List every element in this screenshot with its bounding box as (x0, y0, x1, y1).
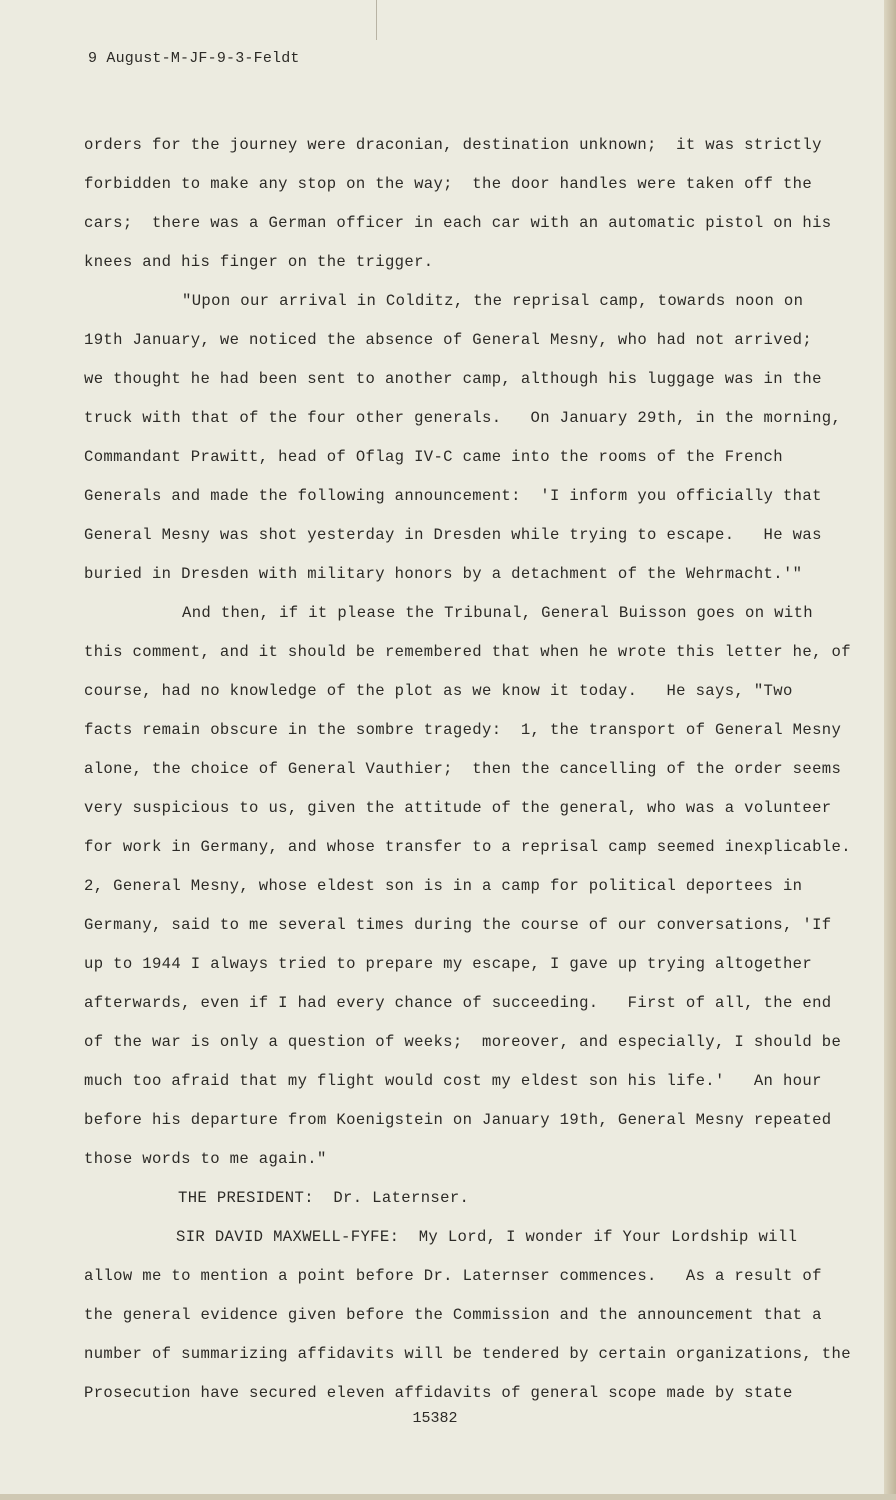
text-line: forbidden to make any stop on the way; the door handles were taken off the (84, 175, 813, 193)
text-line: those words to me again." (84, 1150, 327, 1168)
transcript-body (84, 126, 851, 1413)
paragraph-2-quote (84, 282, 844, 594)
page-edge-right (884, 0, 896, 1500)
text-line: allow me to mention a point before Dr. Laternser commences. As a result of (84, 1267, 822, 1285)
text-line: we thought he had been sent to another camp, although his luggage was in the (84, 370, 822, 388)
text-line: orders for the journey were draconian, destination unknown; it was strictly (84, 136, 822, 154)
page-edge-bottom (0, 1494, 896, 1500)
text-line: this comment, and it should be remembered that when he wrote this letter he, of (84, 643, 851, 661)
text-line: facts remain obscure in the sombre tragedy: 1, the transport of General Mesny (84, 721, 842, 739)
text-line: "Upon our arrival in Colditz, the reprisal camp, towards noon on (182, 292, 804, 310)
text-line: And then, if it please the Tribunal, General Buisson goes on with (182, 604, 814, 622)
text-line: of the war is only a question of weeks; moreover, and especially, I should be (84, 1033, 842, 1051)
text-line: Generals and made the following announcement: 'I inform you officially that (84, 487, 822, 505)
paragraph-1 (84, 126, 844, 282)
text-line: for work in Germany, and whose transfer to a reprisal camp seemed inexplicable. (84, 838, 851, 856)
text-line: buried in Dresden with military honors by a detachment of the Wehrmacht.'" (84, 565, 803, 583)
speaker-line: THE PRESIDENT: Dr. Laternser. (178, 1189, 470, 1207)
text-line: alone, the choice of General Vauthier; then the cancelling of the order seems (84, 760, 842, 778)
text-line: up to 1944 I always tried to prepare my escape, I gave up trying altogether (84, 955, 813, 973)
text-line: very suspicious to us, given the attitude of the general, who was a volunteer (84, 799, 832, 817)
text-line: 19th January, we noticed the absence of General Mesny, who had not arrived; (84, 331, 813, 349)
text-line: Commandant Prawitt, head of Oflag IV-C came into the rooms of the French (84, 448, 783, 466)
text-line: the general evidence given before the Commission and the announcement that a (84, 1306, 822, 1324)
text-line: Germany, said to me several times during the course of our conversations, 'If (84, 916, 832, 934)
text-line: General Mesny was shot yesterday in Dresden while trying to escape. He was (84, 526, 822, 544)
text-line: before his departure from Koenigstein on January 19th, General Mesny repeated (84, 1111, 832, 1129)
text-line: truck with that of the four other generals. On January 29th, in the morning, (84, 409, 842, 427)
paragraph-maxwell-fyfe (84, 1218, 851, 1413)
speaker-line: SIR DAVID MAXWELL-FYFE: My Lord, I wonder if Your Lordship will (176, 1228, 798, 1246)
page-number: 15382 (412, 1410, 458, 1427)
text-line: much too afraid that my flight would cost my eldest son his life.' An hour (84, 1072, 822, 1090)
paragraph-3 (84, 594, 851, 1179)
paragraph-president (84, 1179, 844, 1218)
text-line: cars; there was a German officer in each car with an automatic pistol on his (84, 214, 832, 232)
header-reference: 9 August-M-JF-9-3-Feldt (88, 50, 300, 67)
text-line: number of summarizing affidavits will be tendered by certain organizations, the (84, 1345, 851, 1363)
fold-crease (376, 0, 377, 40)
text-line: Prosecution have secured eleven affidavits of general scope made by state (84, 1384, 793, 1402)
text-line: 2, General Mesny, whose eldest son is in a camp for political deportees in (84, 877, 803, 895)
text-line: course, had no knowledge of the plot as we know it today. He says, "Two (84, 682, 793, 700)
text-line: knees and his finger on the trigger. (84, 253, 434, 271)
text-line: afterwards, even if I had every chance of succeeding. First of all, the end (84, 994, 832, 1012)
